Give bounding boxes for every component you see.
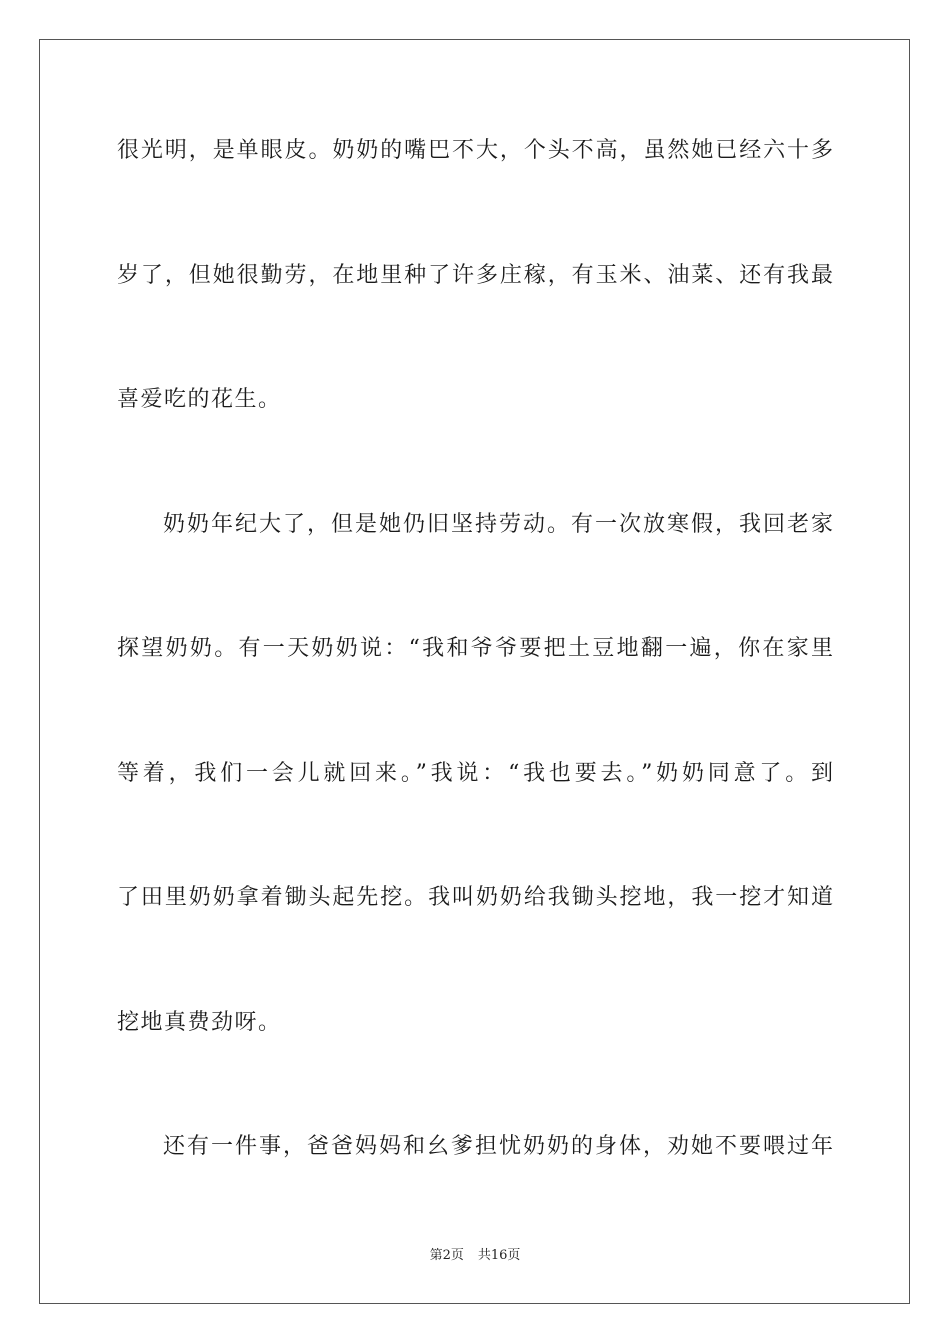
text-line: 探望奶奶。有一天奶奶说：“我和爷爷要把土豆地翻一遍，你在家里 — [117, 636, 833, 661]
text-line: 岁了，但她很勤劳，在地里种了许多庄稼，有玉米、油菜、还有我最 — [117, 263, 833, 288]
text-line: 挖地真费劲呀。 — [117, 1010, 282, 1035]
page-footer — [0, 1247, 950, 1265]
paragraph-first-line: 还有一件事，爸爸妈妈和幺爹担忧奶奶的身体，劝她不要喂过年 — [163, 1134, 833, 1159]
paragraph-first-line: 奶奶年纪大了，但是她仍旧坚持劳动。有一次放寒假，我回老家 — [163, 512, 833, 537]
page-border — [39, 39, 910, 1304]
page-number: 第2页 — [429, 1248, 464, 1263]
text-line: 喜爱吃的花生。 — [117, 387, 282, 412]
page-total: 共16页 — [477, 1248, 521, 1263]
text-line: 等着，我们一会儿就回来。”我说：“我也要去。”奶奶同意了。到 — [117, 761, 833, 786]
text-line: 了田里奶奶拿着锄头起先挖。我叫奶奶给我锄头挖地，我一挖才知道 — [117, 885, 833, 910]
text-line: 很光明，是单眼皮。奶奶的嘴巴不大，个头不高，虽然她已经六十多 — [117, 138, 833, 163]
